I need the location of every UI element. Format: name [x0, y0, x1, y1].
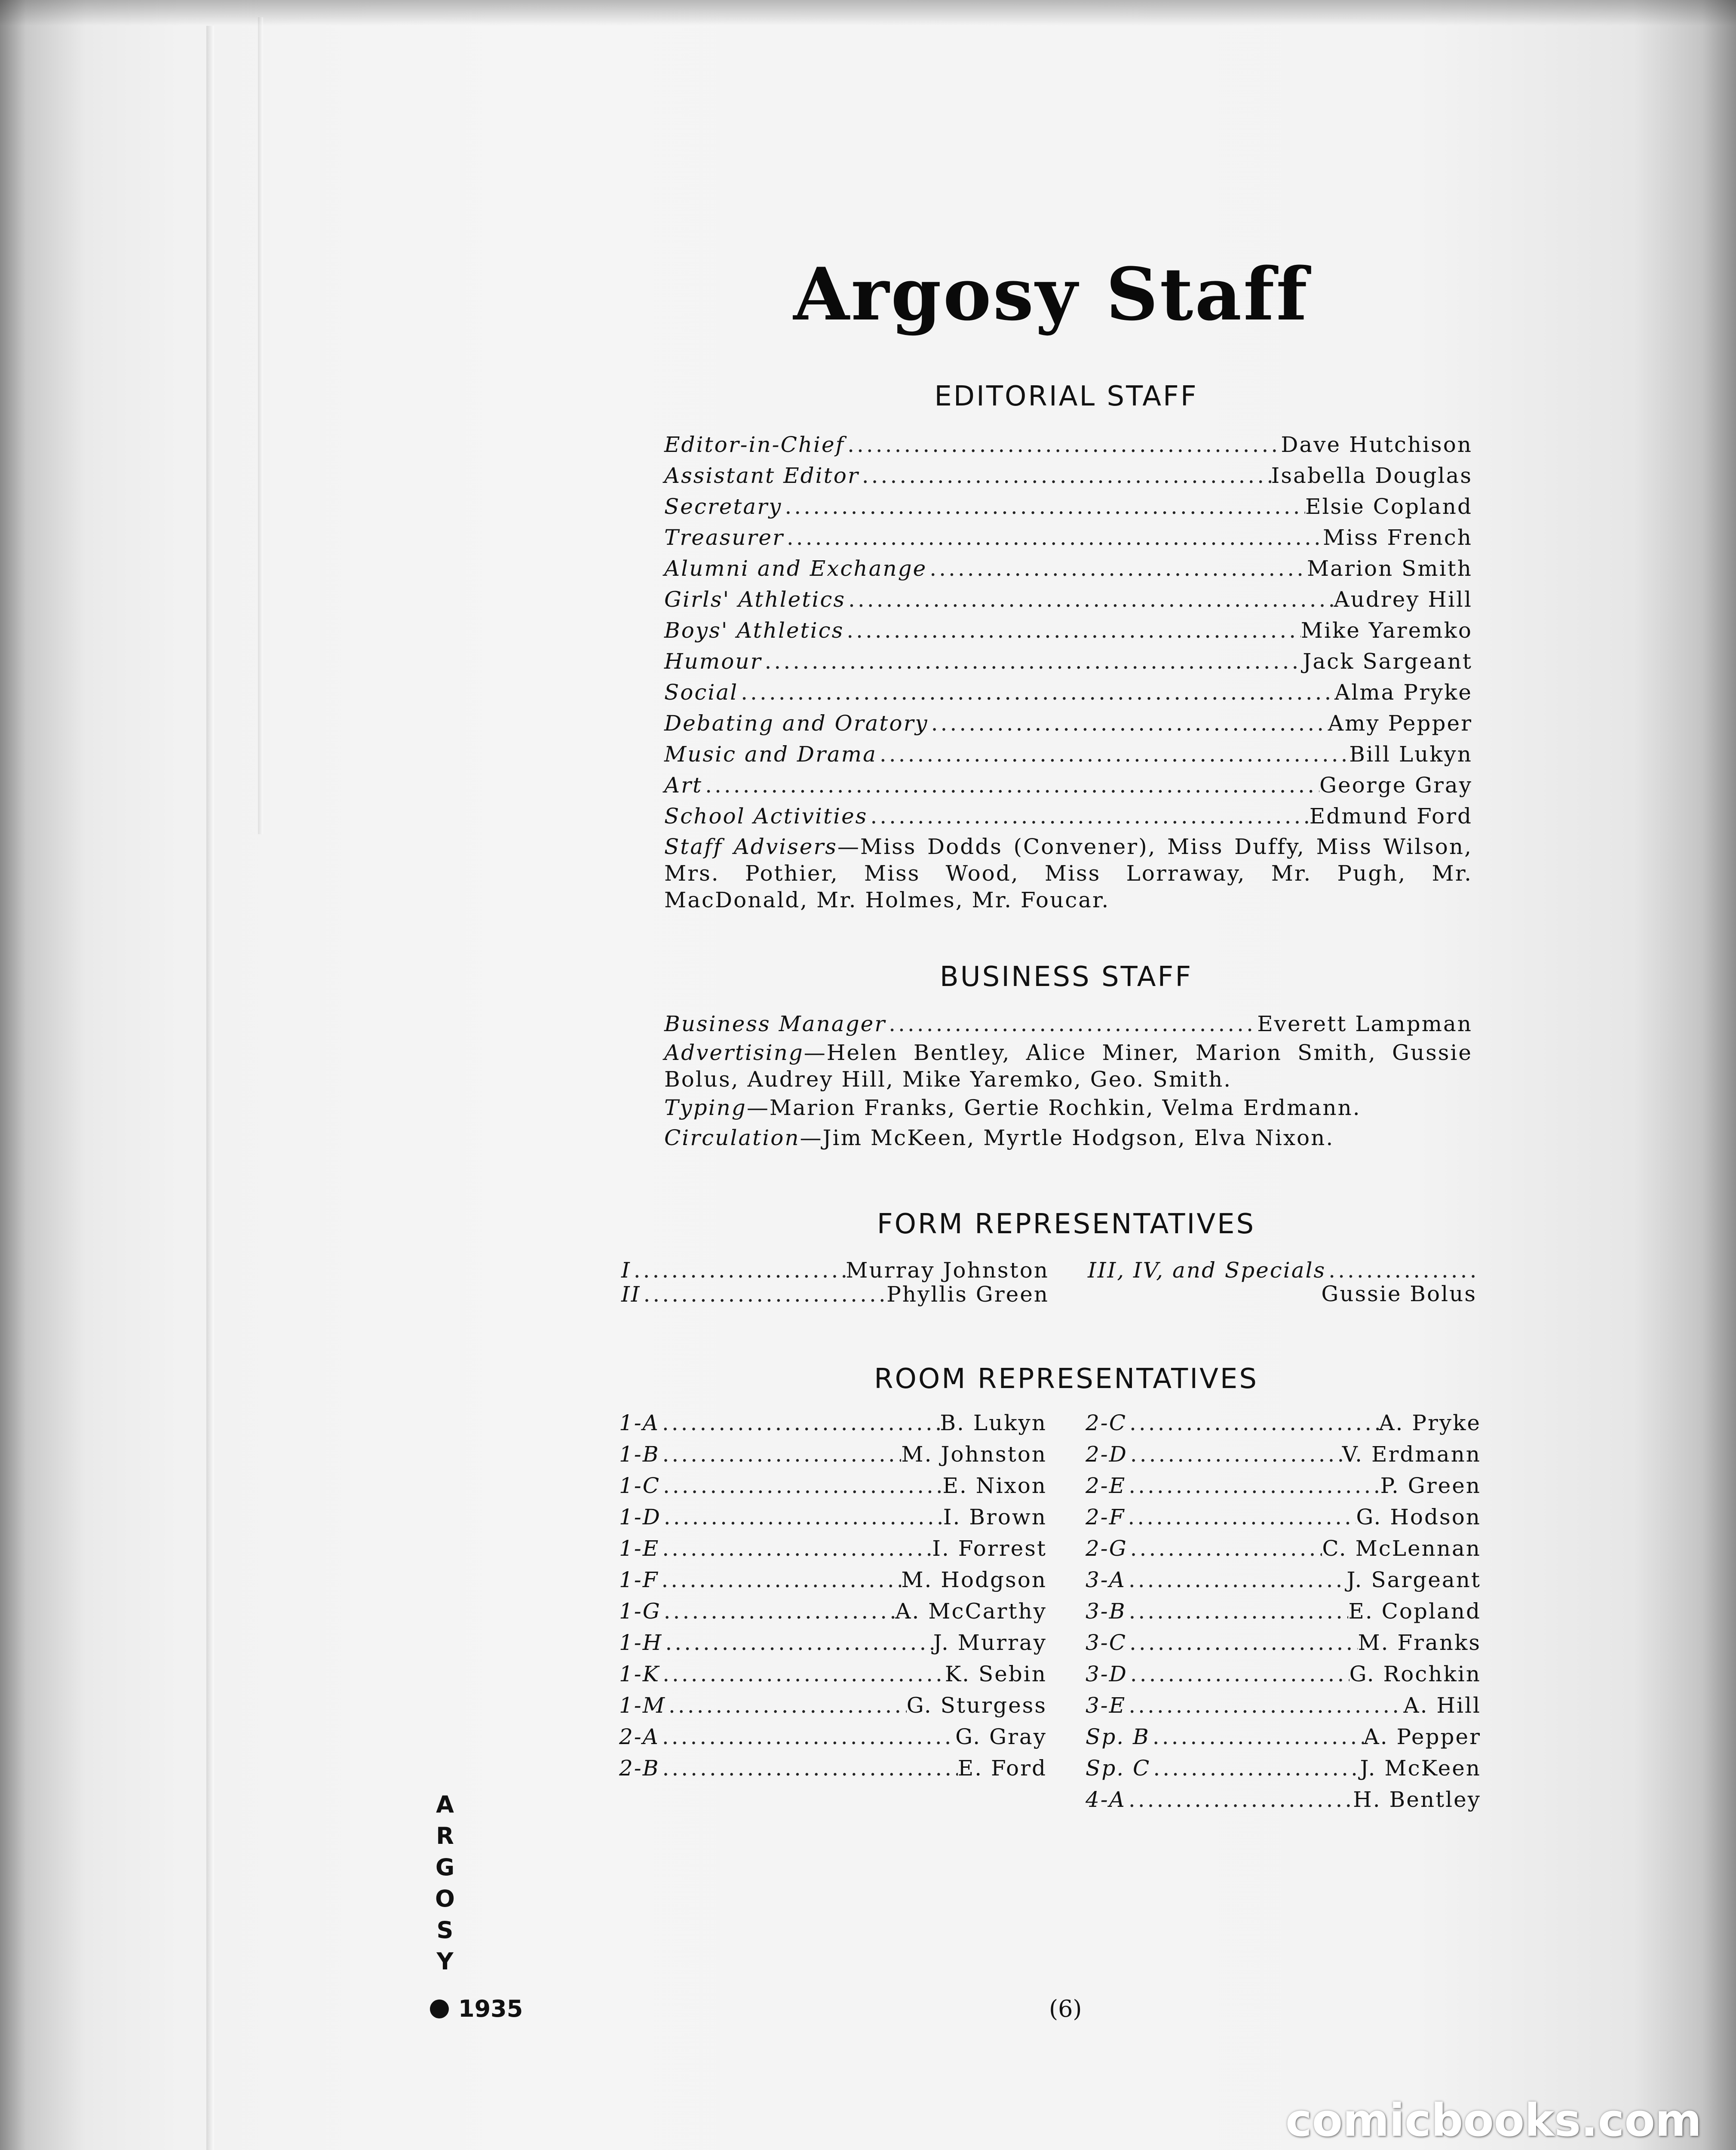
- role-label: II: [621, 1282, 641, 1307]
- page-number: (6): [1049, 1995, 1082, 2022]
- role-label: Business Manager: [664, 1011, 886, 1036]
- leader-dots: [659, 1410, 940, 1435]
- role-label: Sp. B: [1086, 1724, 1150, 1749]
- name-label: Mike Yaremko: [1300, 618, 1472, 643]
- role-label: I: [621, 1258, 631, 1283]
- name-label: B. Lukyn: [940, 1410, 1047, 1435]
- role-label: 2-E: [1086, 1473, 1126, 1498]
- side-letter: G: [435, 1854, 455, 1881]
- role-label: 1-C: [619, 1473, 660, 1498]
- leader-dots: [702, 770, 1319, 801]
- leader-dots: [660, 1473, 943, 1498]
- entry-row: [619, 1410, 1047, 1442]
- leader-dots: [1127, 1630, 1358, 1655]
- entry-row: [664, 429, 1472, 460]
- leader-dots: [663, 1630, 933, 1655]
- typing-text: —Marion Franks, Gertie Rochkin, Velma Erdmann.: [746, 1095, 1361, 1120]
- leader-dots: [1128, 1442, 1342, 1467]
- room-reps: [619, 1410, 1481, 1818]
- role-label: Art: [664, 773, 703, 798]
- leader-dots: [659, 1442, 901, 1467]
- name-label: A. Hill: [1403, 1693, 1481, 1718]
- side-letter: S: [436, 1917, 454, 1944]
- name-label: G. Hodson: [1356, 1505, 1481, 1530]
- name-label: M. Franks: [1358, 1630, 1481, 1655]
- entry-row: [1086, 1599, 1481, 1630]
- entry-row: [664, 553, 1472, 584]
- leader-dots: [1127, 1410, 1379, 1435]
- paper-fold: [258, 17, 263, 834]
- name-label: George Gray: [1319, 773, 1472, 798]
- name-label: J. McKeen: [1360, 1756, 1481, 1781]
- watermark: comicbooks.com: [1285, 2094, 1702, 2147]
- form-reps: [621, 1258, 1477, 1306]
- leader-dots: [845, 429, 1281, 460]
- entry-row: [1086, 1410, 1481, 1442]
- role-label: 2-D: [1086, 1442, 1128, 1467]
- role-label: 2-F: [1086, 1505, 1126, 1530]
- name-label: Miss French: [1323, 525, 1472, 550]
- role-label: Circulation: [664, 1125, 800, 1150]
- leader-dots: [1126, 1567, 1347, 1592]
- name-label: Phyllis Green: [886, 1282, 1049, 1307]
- name-label: A. McCarthy: [895, 1599, 1047, 1624]
- advertising-entry: [664, 1039, 1472, 1093]
- leader-dots: [929, 708, 1328, 739]
- name-label: J. Sargeant: [1346, 1567, 1481, 1592]
- room-right-column: [1086, 1410, 1481, 1818]
- entry-row: [664, 646, 1472, 677]
- entry-row: [1086, 1473, 1481, 1505]
- role-label: 3-D: [1086, 1662, 1128, 1686]
- entry-row: [619, 1473, 1047, 1505]
- leader-dots: [659, 1756, 957, 1781]
- leader-dots: [661, 1505, 943, 1530]
- name-label: M. Hodgson: [901, 1567, 1047, 1592]
- form-right-name: Gussie Bolus: [1321, 1281, 1477, 1306]
- role-label: 2-C: [1086, 1410, 1127, 1435]
- advisers-text: —Miss Dodds (Convener), Miss Duffy, Miss Wilson, Mrs. Pothier, Miss Wood, Miss Lorraway, Mr. Pugh, Mr. MacDonald, Mr. Holmes, Mr. Foucar.: [664, 834, 1472, 912]
- role-label: Girls' Athletics: [664, 587, 846, 612]
- role-label: 2-G: [1086, 1536, 1128, 1561]
- leader-dots: [762, 646, 1303, 677]
- leader-dots: [641, 1282, 887, 1307]
- role-label: School Activities: [664, 804, 868, 829]
- role-label: 3-A: [1086, 1567, 1126, 1592]
- leader-dots: [1125, 1505, 1356, 1530]
- name-label: Amy Pepper: [1328, 711, 1472, 736]
- leader-dots: [784, 522, 1323, 553]
- name-label: Everett Lampman: [1257, 1011, 1472, 1036]
- leader-dots: [1126, 1473, 1380, 1498]
- leader-dots: [846, 584, 1334, 615]
- leader-dots: [1150, 1756, 1360, 1781]
- name-label: H. Bentley: [1353, 1787, 1481, 1812]
- entry-row: [619, 1693, 1047, 1724]
- leader-dots: [1128, 1536, 1322, 1561]
- name-label: G. Rochkin: [1349, 1662, 1481, 1686]
- role-label: Secretary: [664, 494, 782, 519]
- business-list: [664, 1008, 1472, 1151]
- circulation-entry: [664, 1124, 1472, 1151]
- entry-row: [619, 1505, 1047, 1536]
- footer-year: [430, 1995, 523, 2022]
- leader-dots: [659, 1536, 932, 1561]
- leader-dots: [859, 460, 1271, 491]
- form-right-column: [1088, 1258, 1477, 1306]
- entry-row: [1086, 1787, 1481, 1818]
- role-label: 1-H: [619, 1630, 663, 1655]
- entry-row: [619, 1599, 1047, 1630]
- name-label: Alma Pryke: [1334, 680, 1472, 705]
- name-label: I. Brown: [943, 1505, 1047, 1530]
- name-label: P. Green: [1380, 1473, 1481, 1498]
- name-label: Jack Sargeant: [1303, 649, 1472, 674]
- role-label: Editor-in-Chief: [664, 432, 845, 457]
- advertising-text: —Helen Bentley, Alice Miner, Marion Smith, Gussie Bolus, Audrey Hill, Mike Yaremko, Geo. Smith.: [664, 1040, 1472, 1092]
- entry-row: [619, 1756, 1047, 1787]
- typing-entry: [664, 1094, 1472, 1121]
- leader-dots: [1126, 1599, 1348, 1624]
- editorial-list: [664, 429, 1472, 832]
- role-label: Alumni and Exchange: [664, 556, 927, 581]
- leader-dots: [868, 801, 1309, 832]
- role-label: 1-G: [619, 1599, 661, 1624]
- leader-dots: [659, 1724, 955, 1749]
- entry-row: [1086, 1630, 1481, 1662]
- name-label: Audrey Hill: [1334, 587, 1472, 612]
- leader-dots: [666, 1693, 907, 1718]
- name-label: Elsie Copland: [1305, 494, 1472, 519]
- role-label: Advertising: [664, 1040, 804, 1065]
- name-label: V. Erdmann: [1342, 1442, 1481, 1467]
- entry-row: [1086, 1724, 1481, 1756]
- name-label: K. Sebin: [945, 1662, 1047, 1686]
- name-label: Dave Hutchison: [1281, 432, 1472, 457]
- entry-row: [619, 1662, 1047, 1693]
- entry-row: [664, 584, 1472, 615]
- form-right-row: [1088, 1258, 1477, 1282]
- name-label: C. McLennan: [1322, 1536, 1481, 1561]
- leader-dots: [661, 1599, 896, 1624]
- role-label: 1-B: [619, 1442, 660, 1467]
- role-label: Boys' Athletics: [664, 618, 844, 643]
- entry-row: [664, 801, 1472, 832]
- entry-row: [1086, 1442, 1481, 1473]
- room-heading: ROOM REPRESENTATIVES: [874, 1363, 1258, 1395]
- form-heading: FORM REPRESENTATIVES: [877, 1208, 1256, 1240]
- name-label: E. Copland: [1348, 1599, 1481, 1624]
- business-manager-row: [664, 1008, 1472, 1039]
- leader-dots: [631, 1258, 846, 1283]
- role-label: 3-E: [1086, 1693, 1126, 1718]
- entry-row: [664, 491, 1472, 522]
- circulation-text: —Jim McKeen, Myrtle Hodgson, Elva Nixon.: [800, 1125, 1334, 1150]
- paper-fold: [206, 26, 214, 2150]
- role-label: 3-C: [1086, 1630, 1127, 1655]
- name-label: G. Gray: [955, 1724, 1047, 1749]
- entry-row: [1086, 1505, 1481, 1536]
- name-label: Edmund Ford: [1309, 804, 1472, 829]
- entry-row: [1086, 1756, 1481, 1787]
- name-label: Bill Lukyn: [1349, 742, 1472, 767]
- entry-row: [1086, 1567, 1481, 1599]
- argosy-vertical-label: [432, 1789, 458, 1977]
- year-text: 1935: [458, 1995, 523, 2022]
- side-letter: Y: [436, 1948, 454, 1975]
- role-label: 1-D: [619, 1505, 661, 1530]
- staff-advisers: [664, 833, 1472, 913]
- entry-row: [664, 739, 1472, 770]
- role-label: 1-M: [619, 1693, 666, 1718]
- role-label: III, IV, and Specials: [1088, 1258, 1326, 1283]
- leader-dots: [1126, 1787, 1353, 1812]
- form-left-column: [621, 1258, 1049, 1306]
- leader-dots: [927, 553, 1307, 584]
- leader-dots: [782, 491, 1305, 522]
- name-label: Isabella Douglas: [1271, 463, 1472, 488]
- entry-row: [621, 1258, 1049, 1282]
- leader-dots: [877, 739, 1349, 770]
- leader-dots: [886, 1008, 1257, 1039]
- entry-row: [664, 770, 1472, 801]
- side-letter: R: [436, 1822, 454, 1849]
- entry-row: [1086, 1662, 1481, 1693]
- name-label: Marion Smith: [1307, 556, 1472, 581]
- leader-dots: [738, 677, 1334, 708]
- business-heading: BUSINESS STAFF: [939, 961, 1193, 993]
- role-label: 1-A: [619, 1410, 659, 1435]
- role-label: Treasurer: [664, 525, 784, 550]
- name-label: M. Johnston: [901, 1442, 1047, 1467]
- entry-row: [1086, 1693, 1481, 1724]
- role-label: 2-A: [619, 1724, 659, 1749]
- side-letter: O: [435, 1885, 455, 1912]
- leader-dots: [1326, 1258, 1477, 1283]
- entry-row: [621, 1282, 1049, 1306]
- leader-dots: [1126, 1693, 1403, 1718]
- side-letter: A: [436, 1791, 454, 1818]
- name-label: E. Nixon: [942, 1473, 1047, 1498]
- role-label: 3-B: [1086, 1599, 1126, 1624]
- name-label: A. Pepper: [1363, 1724, 1481, 1749]
- editorial-heading: EDITORIAL STAFF: [934, 381, 1198, 412]
- leader-dots: [1150, 1724, 1364, 1749]
- page-title: Argosy Staff: [793, 252, 1309, 337]
- role-label: 1-K: [619, 1662, 660, 1686]
- advisers-role: Staff Advisers: [664, 834, 837, 859]
- role-label: 2-B: [619, 1756, 660, 1781]
- entry-row: [664, 615, 1472, 646]
- entry-row: [664, 708, 1472, 739]
- name-label: E. Ford: [957, 1756, 1047, 1781]
- leader-dots: [844, 615, 1301, 646]
- leader-dots: [659, 1567, 901, 1592]
- entry-row: [664, 460, 1472, 491]
- entry-row: [664, 677, 1472, 708]
- role-label: 1-F: [619, 1567, 659, 1592]
- role-label: Sp. C: [1086, 1756, 1151, 1781]
- role-label: Assistant Editor: [664, 463, 859, 488]
- name-label: J. Murray: [933, 1630, 1047, 1655]
- entry-row: [619, 1536, 1047, 1567]
- role-label: 4-A: [1086, 1787, 1126, 1812]
- name-label: I. Forrest: [932, 1536, 1047, 1561]
- entry-row: [619, 1442, 1047, 1473]
- entry-row: [619, 1630, 1047, 1662]
- role-label: Humour: [664, 649, 762, 674]
- role-label: Typing: [664, 1095, 747, 1120]
- room-left-column: [619, 1410, 1047, 1818]
- role-label: Debating and Oratory: [664, 711, 929, 736]
- name-label: Murray Johnston: [846, 1258, 1049, 1283]
- name-label: G. Sturgess: [906, 1693, 1047, 1718]
- entry-row: [619, 1567, 1047, 1599]
- role-label: 1-E: [619, 1536, 660, 1561]
- name-label: A. Pryke: [1379, 1410, 1481, 1435]
- entry-row: [1086, 1536, 1481, 1567]
- leader-dots: [1128, 1662, 1350, 1686]
- entry-row: [664, 522, 1472, 553]
- role-label: Music and Drama: [664, 742, 877, 767]
- bullet-icon: [430, 2000, 449, 2018]
- entry-row: [619, 1724, 1047, 1756]
- leader-dots: [660, 1662, 945, 1686]
- role-label: Social: [664, 680, 739, 705]
